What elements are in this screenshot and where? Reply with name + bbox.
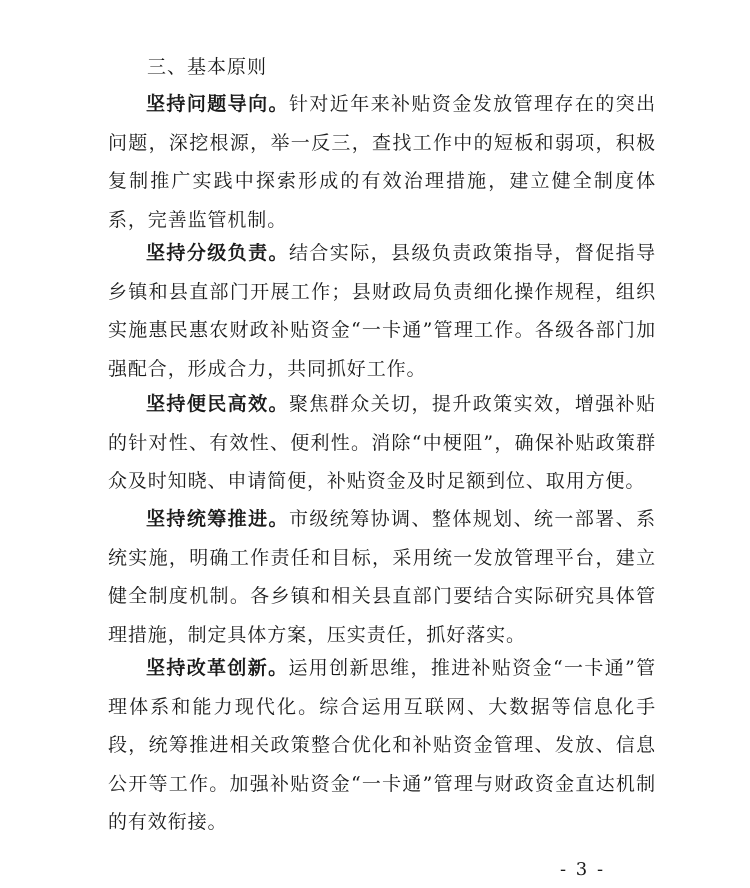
paragraph-lead: 坚持分级负责。	[146, 242, 289, 264]
page-number: - 3 -	[560, 859, 606, 880]
paragraph-problem-oriented	[108, 85, 656, 239]
paragraph-body: 运用创新思维，推进补贴资金“一卡通”管理体系和能力现代化。综合运用互联网、大数据等信息化手段，统筹推进相关政策整合优化和补贴资金管理、发放、信息公开等工作。加强补贴资金“一卡通”管理与财政资金直达机制的有效衔接。	[108, 657, 656, 833]
paragraph-lead: 坚持改革创新。	[146, 657, 289, 679]
paragraph-convenience-efficiency	[108, 385, 656, 501]
paragraph-lead: 坚持统筹推进。	[146, 508, 289, 530]
paragraph-body: 针对近年来补贴资金发放管理存在的突出问题，深挖根源，举一反三，查找工作中的短板和弱项，积极复制推广实践中探索形成的有效治理措施，建立健全制度体系，完善监管机制。	[108, 93, 656, 231]
paragraph-lead: 坚持问题导向。	[146, 93, 289, 115]
paragraph-body: 聚焦群众关切，提升政策实效，增强补贴的针对性、有效性、便利性。消除“中梗阻”，确保补贴政策群众及时知晓、申请简便，补贴资金及时足额到位、取用方便。	[108, 393, 656, 492]
paragraph-body: 市级统筹协调、整体规划、统一部署、系统实施，明确工作责任和目标，采用统一发放管理平台，建立健全制度机制。各乡镇和相关县直部门要结合实际研究具体管理措施，制定具体方案，压实责任，抓好落实。	[108, 508, 656, 646]
paragraph-reform-innovation	[108, 649, 656, 842]
paragraph-coordinated-advance	[108, 500, 656, 654]
paragraph-lead: 坚持便民高效。	[146, 393, 289, 415]
section-heading: 三、基本原则	[147, 56, 268, 78]
paragraph-body: 结合实际，县级负责政策指导，督促指导乡镇和县直部门开展工作；县财政局负责细化操作规程，组织实施惠民惠农财政补贴资金“一卡通”管理工作。各级各部门加强配合，形成合力，共同抓好工作。	[108, 242, 656, 380]
paragraph-tiered-responsibility	[108, 234, 656, 388]
